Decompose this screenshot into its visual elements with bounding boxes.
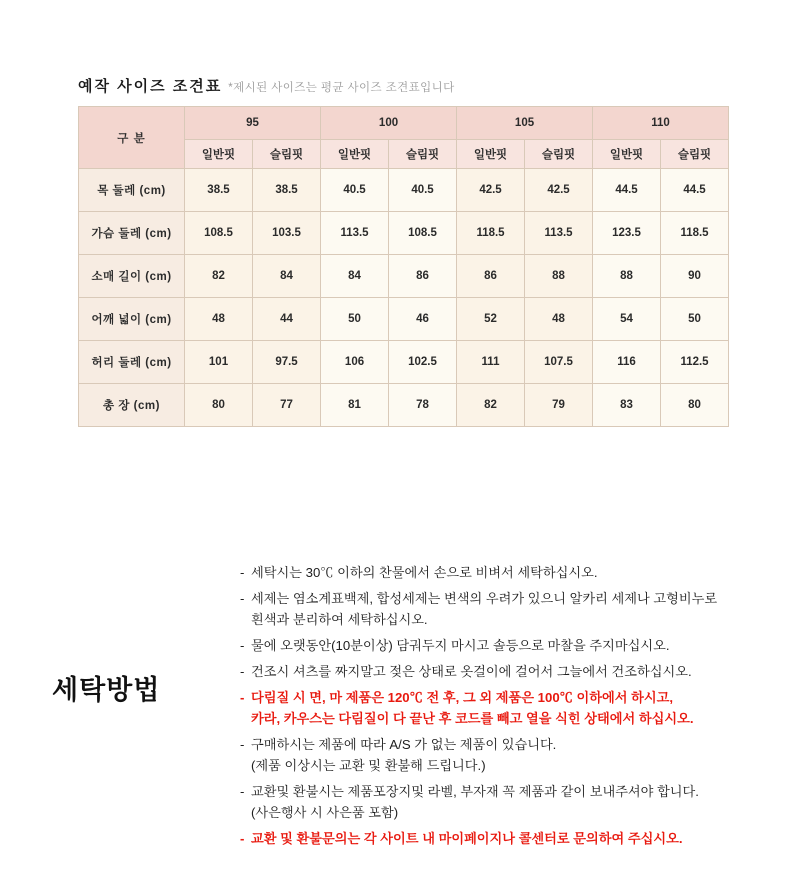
table-header-row-groups	[79, 107, 729, 140]
table-group-95: 95	[185, 107, 321, 140]
cell-neck-105-slim: 42.5	[525, 169, 593, 212]
size-chart-note: *제시된 사이즈는 평균 사이즈 조견표입니다	[228, 82, 455, 94]
table-group-110: 110	[593, 107, 729, 140]
cell-chest-105-slim: 113.5	[525, 212, 593, 255]
cell-total-95-regular: 80	[185, 384, 253, 427]
cell-neck-100-regular: 40.5	[321, 169, 389, 212]
table-row	[79, 341, 729, 384]
cell-shoulder-100-regular: 50	[321, 298, 389, 341]
table-group-100: 100	[321, 107, 457, 140]
cell-chest-100-slim: 108.5	[389, 212, 457, 255]
cell-sleeve-100-regular: 84	[321, 255, 389, 298]
wash-line: 구매하시는 제품에 따라 A/S 가 없는 제품이 있습니다.	[251, 737, 557, 752]
table-row	[79, 298, 729, 341]
table-fit-110-slim: 슬림핏	[661, 140, 729, 169]
cell-total-95-slim: 77	[253, 384, 321, 427]
cell-sleeve-105-slim: 88	[525, 255, 593, 298]
cell-waist-100-slim: 102.5	[389, 341, 457, 384]
bullet-dash: -	[240, 638, 245, 653]
wash-line: (사은행사 시 사은품 포함)	[251, 805, 399, 820]
cell-waist-95-slim: 97.5	[253, 341, 321, 384]
table-fit-105-regular: 일반핏	[457, 140, 525, 169]
wash-line: (제품 이상시는 교환 및 환불해 드립니다.)	[251, 758, 486, 773]
table-fit-105-slim: 슬림핏	[525, 140, 593, 169]
cell-chest-100-regular: 113.5	[321, 212, 389, 255]
cell-waist-95-regular: 101	[185, 341, 253, 384]
size-chart-table	[78, 106, 729, 427]
wash-line-warning: 교환 및 환불문의는 각 사이트 내 마이페이지나 콜센터로 문의하여 주십시오.	[251, 831, 683, 846]
table-row	[79, 255, 729, 298]
cell-chest-95-regular: 108.5	[185, 212, 253, 255]
cell-shoulder-110-slim: 50	[661, 298, 729, 341]
wash-line-warning: 카라, 카우스는 다림질이 다 끝난 후 코드를 빼고 열을 식힌 상태에서 하십시오.	[251, 711, 694, 726]
row-label-waist: 허리 둘레 (cm)	[79, 341, 185, 384]
cell-chest-95-slim: 103.5	[253, 212, 321, 255]
cell-sleeve-110-regular: 88	[593, 255, 661, 298]
cell-shoulder-95-slim: 44	[253, 298, 321, 341]
washing-instructions-section	[0, 540, 800, 890]
bullet-dash: -	[240, 565, 245, 580]
table-fit-110-regular: 일반핏	[593, 140, 661, 169]
wash-line: 세탁시는 30℃ 이하의 찬물에서 손으로 비벼서 세탁하십시오.	[251, 565, 598, 580]
wash-line: 교환및 환불시는 제품포장지및 라벨, 부자재 꼭 제품과 같이 보내주셔야 합니다.	[251, 784, 699, 799]
cell-sleeve-95-slim: 84	[253, 255, 321, 298]
wash-line: 건조시 셔츠를 짜지말고 젖은 상태로 옷걸이에 걸어서 그늘에서 건조하십시오.	[251, 664, 692, 679]
row-label-neck: 목 둘레 (cm)	[79, 169, 185, 212]
row-label-chest: 가슴 둘레 (cm)	[79, 212, 185, 255]
size-chart-heading	[78, 75, 455, 96]
list-item-warning	[240, 687, 770, 729]
cell-shoulder-95-regular: 48	[185, 298, 253, 341]
cell-shoulder-105-slim: 48	[525, 298, 593, 341]
cell-sleeve-100-slim: 86	[389, 255, 457, 298]
cell-waist-100-regular: 106	[321, 341, 389, 384]
cell-shoulder-100-slim: 46	[389, 298, 457, 341]
cell-waist-110-regular: 116	[593, 341, 661, 384]
cell-total-110-slim: 80	[661, 384, 729, 427]
cell-neck-105-regular: 42.5	[457, 169, 525, 212]
table-fit-100-slim: 슬림핏	[389, 140, 457, 169]
cell-neck-100-slim: 40.5	[389, 169, 457, 212]
row-label-sleeve: 소매 길이 (cm)	[79, 255, 185, 298]
cell-shoulder-105-regular: 52	[457, 298, 525, 341]
bullet-dash: -	[240, 831, 245, 846]
cell-chest-110-regular: 123.5	[593, 212, 661, 255]
row-label-total-length: 총 장 (cm)	[79, 384, 185, 427]
washing-instructions-list	[240, 562, 770, 854]
cell-waist-110-slim: 112.5	[661, 341, 729, 384]
list-item-warning	[240, 828, 770, 849]
bullet-dash: -	[240, 784, 245, 799]
wash-line: 세제는 염소계표백제, 합성세제는 변색의 우려가 있으니 알카리 세제나 고형비누로	[251, 591, 718, 606]
wash-line-warning: 다림질 시 면, 마 제품은 120℃ 전 후, 그 외 제품은 100℃ 이하에서 하시고,	[251, 690, 674, 705]
cell-total-100-slim: 78	[389, 384, 457, 427]
table-fit-100-regular: 일반핏	[321, 140, 389, 169]
list-item	[240, 661, 770, 682]
table-fit-95-slim: 슬림핏	[253, 140, 321, 169]
table-row	[79, 212, 729, 255]
cell-neck-95-regular: 38.5	[185, 169, 253, 212]
cell-neck-110-regular: 44.5	[593, 169, 661, 212]
washing-instructions-title: 세탁방법	[52, 675, 161, 705]
wash-line: 흰색과 분리하여 세탁하십시오.	[251, 612, 428, 627]
list-item	[240, 734, 770, 776]
list-item	[240, 588, 770, 630]
table-row	[79, 384, 729, 427]
row-label-shoulder: 어깨 넓이 (cm)	[79, 298, 185, 341]
cell-total-105-regular: 82	[457, 384, 525, 427]
cell-sleeve-110-slim: 90	[661, 255, 729, 298]
cell-chest-105-regular: 118.5	[457, 212, 525, 255]
cell-neck-110-slim: 44.5	[661, 169, 729, 212]
cell-neck-95-slim: 38.5	[253, 169, 321, 212]
table-group-105: 105	[457, 107, 593, 140]
cell-waist-105-regular: 111	[457, 341, 525, 384]
size-chart-title: 예작 사이즈 조견표	[78, 78, 223, 95]
bullet-dash: -	[240, 690, 245, 705]
wash-line: 물에 오랫동안(10분이상) 담궈두지 마시고 솔등으로 마찰을 주지마십시오.	[251, 638, 670, 653]
cell-sleeve-105-regular: 86	[457, 255, 525, 298]
table-row	[79, 169, 729, 212]
cell-waist-105-slim: 107.5	[525, 341, 593, 384]
bullet-dash: -	[240, 664, 245, 679]
cell-total-110-regular: 83	[593, 384, 661, 427]
list-item	[240, 562, 770, 583]
table-fit-95-regular: 일반핏	[185, 140, 253, 169]
cell-total-105-slim: 79	[525, 384, 593, 427]
list-item	[240, 635, 770, 656]
cell-sleeve-95-regular: 82	[185, 255, 253, 298]
bullet-dash: -	[240, 591, 245, 606]
table-corner-label: 구 분	[79, 107, 185, 169]
bullet-dash: -	[240, 737, 245, 752]
list-item	[240, 781, 770, 823]
cell-shoulder-110-regular: 54	[593, 298, 661, 341]
cell-chest-110-slim: 118.5	[661, 212, 729, 255]
cell-total-100-regular: 81	[321, 384, 389, 427]
